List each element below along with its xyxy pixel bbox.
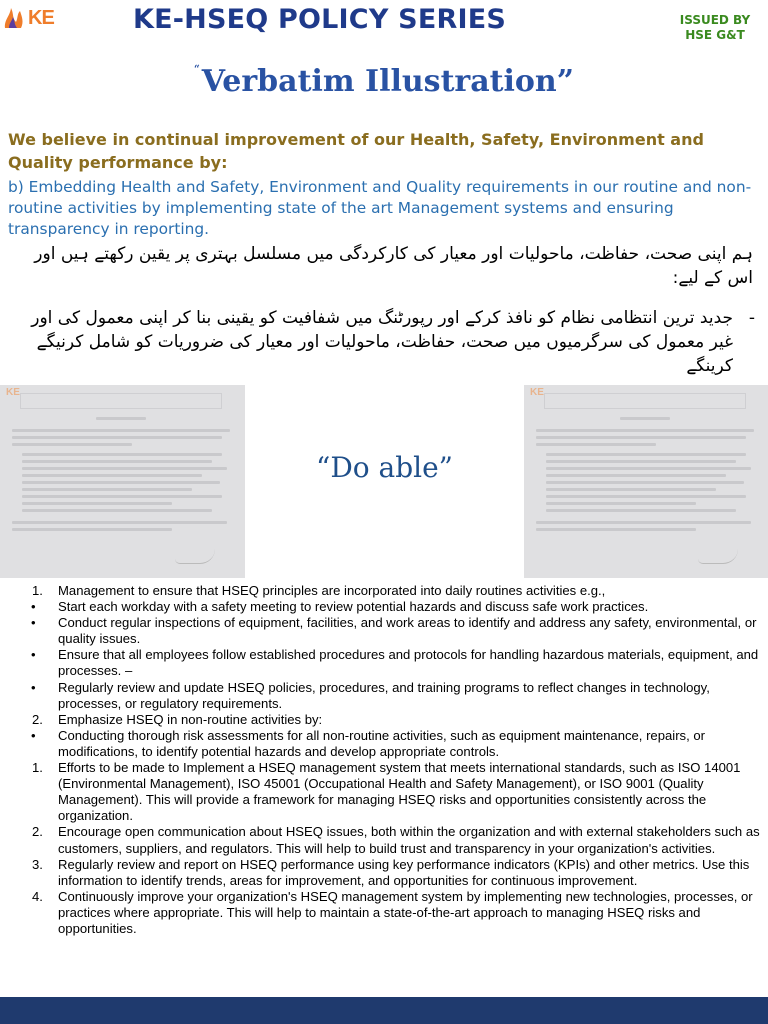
subtitle-open-quote: “ (194, 64, 200, 75)
footer-bar (0, 997, 768, 1024)
item-marker: • (31, 647, 36, 663)
list-item (0, 647, 768, 679)
item-marker: 3. (32, 856, 43, 872)
list-item (0, 599, 768, 615)
item-text: Regularly review and update HSEQ policies, procedures, and training programs to reflect changes in technology, processes, or regulatory requirements. (58, 679, 710, 711)
list-item (0, 824, 768, 856)
item-marker: 1. (32, 583, 43, 598)
issued-by-line-1: ISSUED BY (679, 13, 751, 27)
do-able-heading: “Do able” (316, 451, 453, 484)
list-item (0, 712, 768, 728)
urdu-dash: - (748, 308, 755, 328)
item-marker: • (31, 679, 36, 695)
list-item (0, 728, 768, 760)
item-text: Continuously improve your organization's HSEQ management system by implementing new technologies, processes, or practices where appropriate. This will help to maintain a state-of-the-art approach to managing HSEQ risks and opportunities. (58, 888, 753, 936)
urdu-heading: ہم اپنی صحت، حفاظت، ماحولیات اور معیار کی کارکردگی میں مسلسل بہتری پر یقین رکھتے ہیں اور اس کے لیے: (34, 244, 753, 288)
item-text: Start each workday with a safety meeting to review potential hazards and discuss safe work practices. (58, 599, 649, 615)
policy-document-image-left (0, 385, 245, 578)
item-text: Regularly review and report on HSEQ performance using key performance indicators (KPIs) and other metrics. Use this information to identify trends, areas for improvement, and opportunities for continuous improvement. (58, 856, 750, 888)
flame-icon (2, 6, 28, 30)
list-item (0, 857, 768, 889)
item-text: Emphasize HSEQ in non-routine activities by: (58, 711, 323, 727)
item-text: Efforts to be made to Implement a HSEQ management system that meets international standards, such as ISO 14001 (Environmental Management), ISO 45001 (Occupational Health and Safety Management), or ISO 9001 (Quality Management). This will provide a framework for managing HSEQ risks and opportunities consistently across the organization. (58, 760, 741, 824)
item-marker: 1. (32, 760, 43, 776)
item-marker: 4. (32, 888, 43, 904)
urdu-point-text: جدید ترین انتظامی نظام کو نافذ کرکے اور رپورٹنگ میں شفافیت کو یقینی بنا کر اپنی معمول کی اور غیر معمول کی سرگرمیوں میں صحت، حفاظت، ماحولیات اور معیار کی ضروریات کو شامل کرنیگے کرینگے (31, 308, 733, 376)
item-marker: 2. (32, 824, 43, 840)
item-marker: • (31, 615, 36, 631)
document-logo: KE (6, 387, 20, 398)
item-text: Management to ensure that HSEQ principles are incorporated into daily routines activities e.g., (58, 583, 606, 598)
action-item-list (0, 583, 768, 937)
subtitle-text: Verbatim Illustration” (201, 64, 574, 99)
document-logo: KE (530, 387, 544, 398)
ke-logo (2, 6, 80, 32)
item-marker: 2. (32, 711, 43, 727)
list-item (0, 583, 768, 599)
belief-point-b: b) Embedding Health and Safety, Environment and Quality requirements in our routine and non-routine activities by implementing state of the art Management systems and ensuring transparency in reporting. (8, 178, 752, 238)
item-marker: • (31, 599, 36, 615)
subtitle (0, 64, 768, 99)
logo-text: KE (28, 7, 54, 29)
urdu-point (8, 306, 753, 378)
belief-heading: We believe in continual improvement of our Health, Safety, Environment and Quality performance by: (8, 130, 704, 172)
item-text: Encourage open communication about HSEQ issues, both within the organization and with external stakeholders such as customers, suppliers, and regulators. This will help to build trust and transparency in your organization's activities. (58, 824, 760, 856)
list-item (0, 889, 768, 937)
item-marker: • (31, 727, 36, 743)
item-text: Ensure that all employees follow established procedures and protocols for handling hazardous materials, equipment, and processes. – (58, 647, 759, 679)
page-title: KE-HSEQ POLICY SERIES (133, 4, 506, 35)
list-item (0, 680, 768, 712)
item-text: Conducting thorough risk assessments for all non-routine activities, such as equipment maintenance, repairs, or modifications, to identify potential hazards and develop appropriate controls. (58, 727, 706, 759)
item-text: Conduct regular inspections of equipment, facilities, and work areas to identify and address any safety, environmental, or quality issues. (58, 615, 757, 647)
issued-by-label (668, 13, 762, 43)
policy-document-image-right (524, 385, 768, 578)
list-item (0, 760, 768, 824)
issued-by-line-2: HSE G&T (685, 28, 745, 42)
list-item (0, 615, 768, 647)
